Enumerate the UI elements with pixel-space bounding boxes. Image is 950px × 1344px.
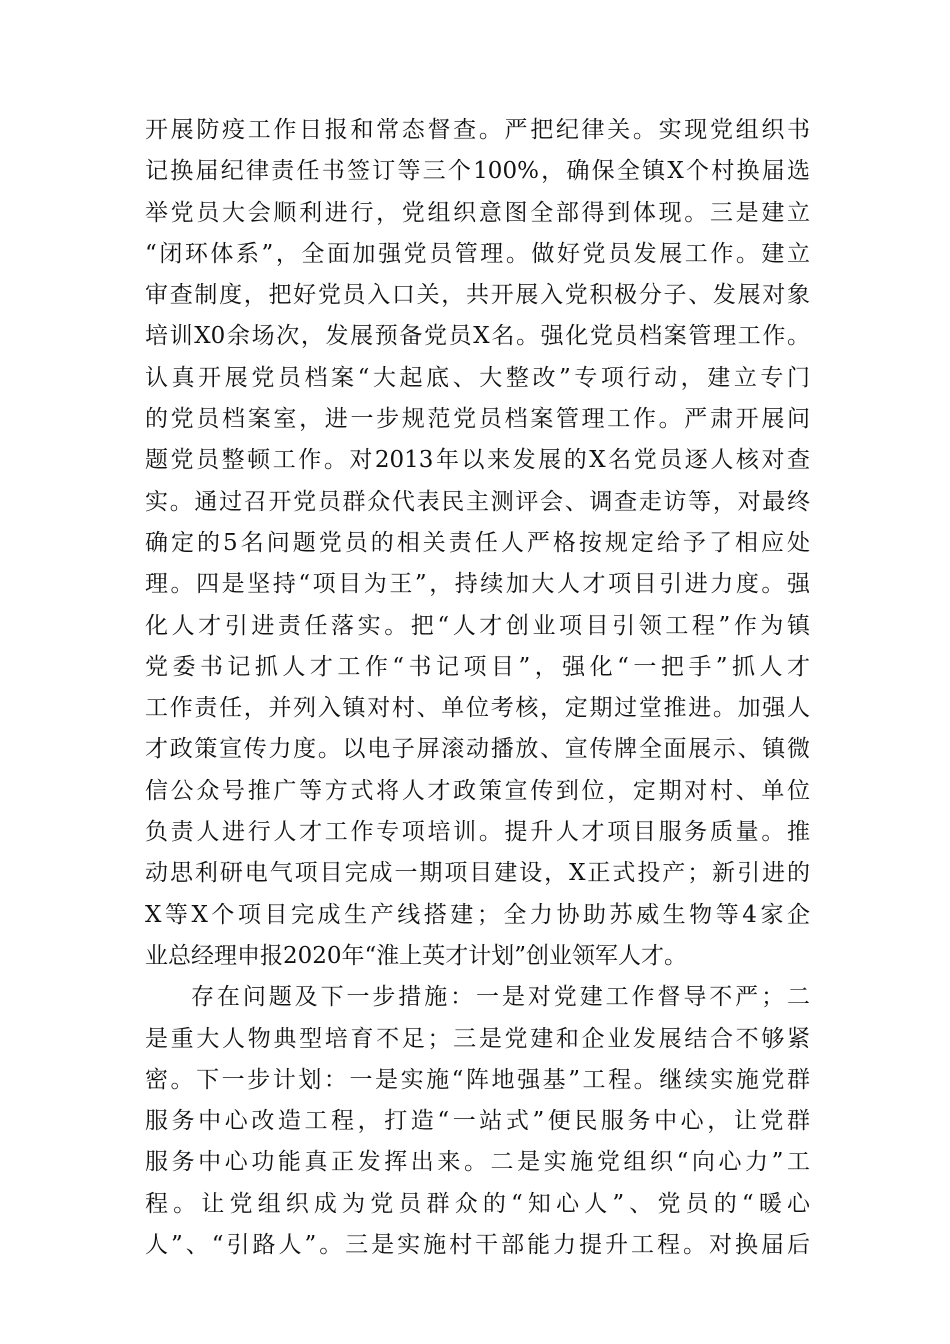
document-body bbox=[145, 110, 810, 1266]
text-line: 理。四是坚持“项目为王”，持续加大人才项目引进力度。强 bbox=[145, 571, 810, 598]
text-line: 认真开展党员档案“大起底、大整改”专项行动，建立专门 bbox=[145, 364, 810, 391]
text-line: 信公众号推广等方式将人才政策宣传到位，定期对村、单位 bbox=[145, 777, 810, 804]
paragraph-2 bbox=[145, 977, 810, 1266]
text-line: 实。通过召开党员群众代表民主测评会、调查走访等，对最终 bbox=[145, 488, 810, 515]
text-line: 是重大人物典型培育不足；三是党建和企业发展结合不够紧 bbox=[145, 1025, 810, 1052]
text-line: 工作责任，并列入镇对村、单位考核，定期过堂推进。加强人 bbox=[145, 695, 810, 722]
text-line: 动思利研电气项目完成一期项目建设，X正式投产；新引进的 bbox=[145, 860, 810, 887]
text-line: 题党员整顿工作。对2013年以来发展的X名党员逐人核对查 bbox=[145, 447, 810, 474]
text-line: 存在问题及下一步措施：一是对党建工作督导不严；二 bbox=[191, 984, 810, 1011]
text-line: 开展防疫工作日报和常态督查。严把纪律关。实现党组织书 bbox=[145, 117, 810, 143]
text-line: 才政策宣传力度。以电子屏滚动播放、宣传牌全面展示、镇微 bbox=[145, 736, 810, 763]
text-line: 的党员档案室，进一步规范党员档案管理工作。严肃开展问 bbox=[145, 406, 810, 433]
text-line: 服务中心改造工程，打造“一站式”便民服务中心，让党群 bbox=[145, 1108, 810, 1135]
paragraph-1 bbox=[145, 110, 810, 977]
text-line: 党委书记抓人才工作“书记项目”，强化“一把手”抓人才 bbox=[145, 653, 810, 680]
text-line: 审查制度，把好党员入口关，共开展入党积极分子、发展对象 bbox=[145, 282, 810, 309]
text-line: 记换届纪律责任书签订等三个100%，确保全镇X个村换届选 bbox=[145, 158, 810, 185]
text-line: 服务中心功能真正发挥出来。二是实施党组织“向心力”工 bbox=[145, 1149, 810, 1176]
text-line: 密。下一步计划：一是实施“阵地强基”工程。继续实施党群 bbox=[145, 1066, 810, 1093]
text-line: 程。让党组织成为党员群众的“知心人”、党员的“暖心 bbox=[145, 1190, 810, 1217]
text-line: 确定的5名问题党员的相关责任人严格按规定给予了相应处 bbox=[145, 529, 810, 556]
text-line: X等X个项目完成生产线搭建；全力协助苏威生物等4家企 bbox=[145, 901, 810, 928]
text-line: 举党员大会顺利进行，党组织意图全部得到体现。三是建立 bbox=[145, 199, 810, 226]
text-line: 培训X0余场次，发展预备党员X名。强化党员档案管理工作。 bbox=[145, 323, 810, 350]
text-line: 人”、“引路人”。三是实施村干部能力提升工程。对换届后 bbox=[145, 1232, 810, 1259]
text-line: 化人才引进责任落实。把“人才创业项目引领工程”作为镇 bbox=[145, 612, 810, 639]
text-line: “闭环体系”，全面加强党员管理。做好党员发展工作。建立 bbox=[145, 240, 810, 267]
text-line: 业总经理申报2020年“淮上英才计划”创业领军人才。 bbox=[145, 942, 688, 969]
text-line: 负责人进行人才工作专项培训。提升人才项目服务质量。推 bbox=[145, 819, 810, 846]
